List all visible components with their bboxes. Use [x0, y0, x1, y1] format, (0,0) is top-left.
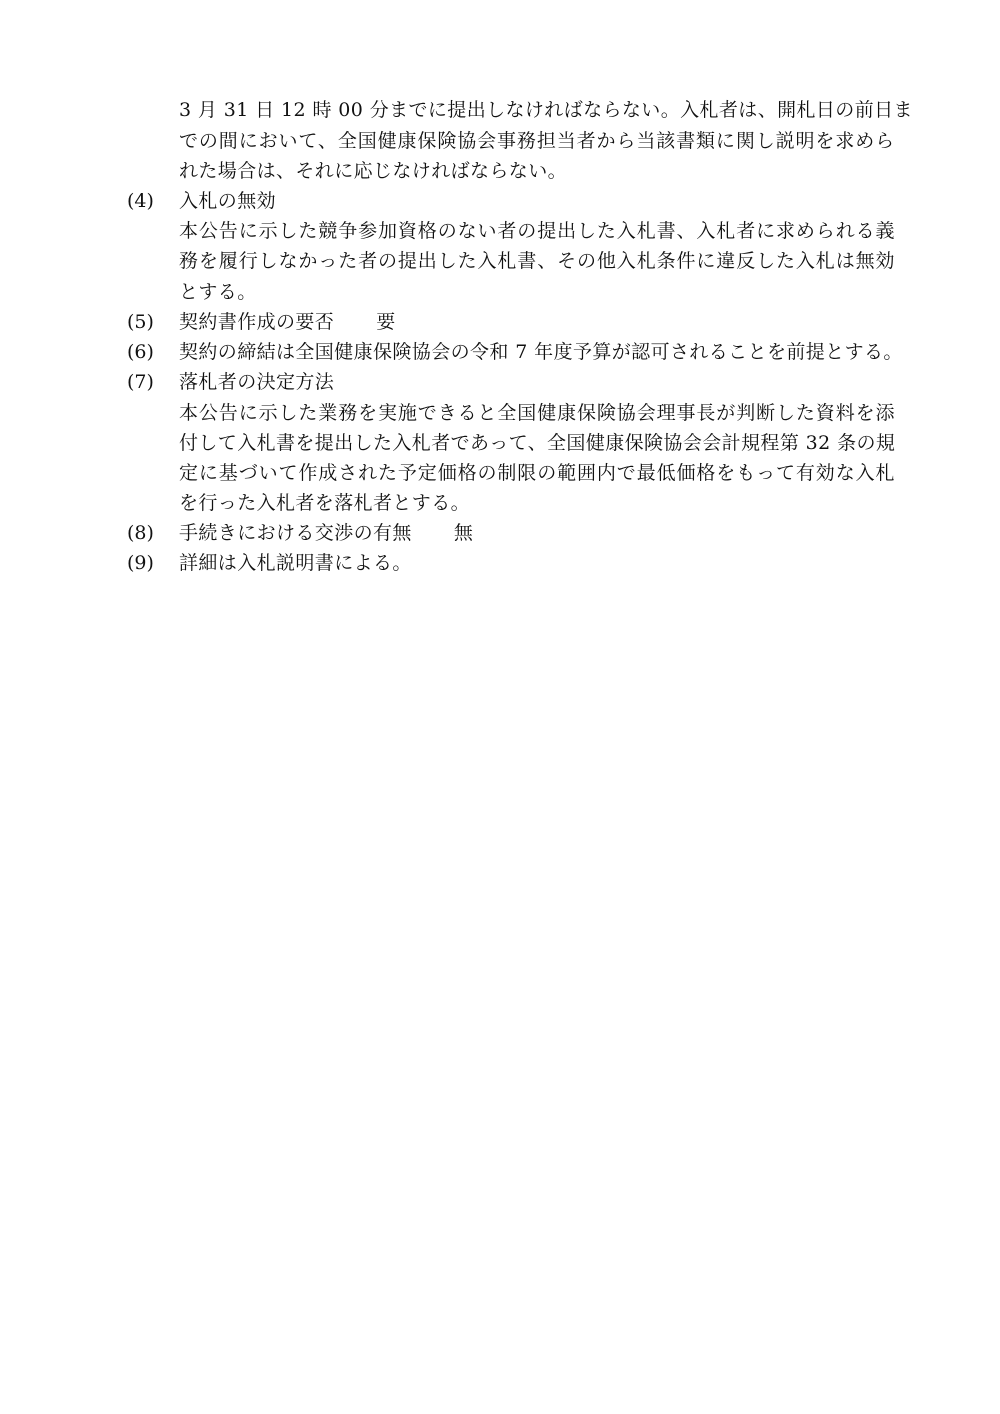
item-number: (7) [127, 371, 154, 393]
item-title: 契約書作成の要否 [179, 311, 335, 333]
item-value: 要 [376, 311, 396, 333]
paragraph-text: 3 月 31 日 12 時 00 分までに提出しなければならない。入札者は、開札日の前日ま [179, 99, 913, 121]
item-number: (6) [127, 341, 154, 363]
paragraph-text: れた場合は、それに応じなければならない。 [179, 160, 568, 182]
paragraph-text: を行った入札者を落札者とする。 [179, 492, 471, 514]
item-number: (8) [127, 522, 154, 544]
item-text [179, 307, 396, 337]
item-text [179, 518, 473, 548]
item-number: (5) [127, 311, 154, 333]
paragraph-text: とする。 [179, 281, 257, 303]
paragraph-text: 本公告に示した競争参加資格のない者の提出した入札書、入札者に求められる義 [179, 220, 896, 242]
paragraph-text: 本公告に示した業務を実施できると全国健康保険協会理事長が判断した資料を添 [179, 402, 896, 424]
paragraph-text: 定に基づいて作成された予定価格の制限の範囲内で最低価格をもって有効な入札 [179, 462, 896, 484]
item-value: 無 [453, 522, 474, 544]
paragraph-text: 付して入札書を提出した入札者であって、全国健康保険協会会計規程第 32 条の規 [179, 432, 896, 454]
paragraph-text: での間において、全国健康保険協会事務担当者から当該書類に関し説明を求めら [179, 130, 896, 152]
paragraph-text: 務を履行しなかった者の提出した入札書、その他入札条件に違反した入札は無効 [179, 250, 896, 272]
item-text: 詳細は入札説明書による。 [179, 552, 412, 574]
item-title: 落札者の決定方法 [179, 371, 335, 393]
item-number: (4) [127, 190, 154, 212]
item-title: 手続きにおける交渉の有無 [179, 522, 412, 544]
item-number: (9) [127, 552, 154, 574]
item-title: 入札の無効 [179, 190, 277, 212]
item-text: 契約の締結は全国健康保険協会の令和 7 年度予算が認可されることを前提とする。 [179, 341, 903, 363]
